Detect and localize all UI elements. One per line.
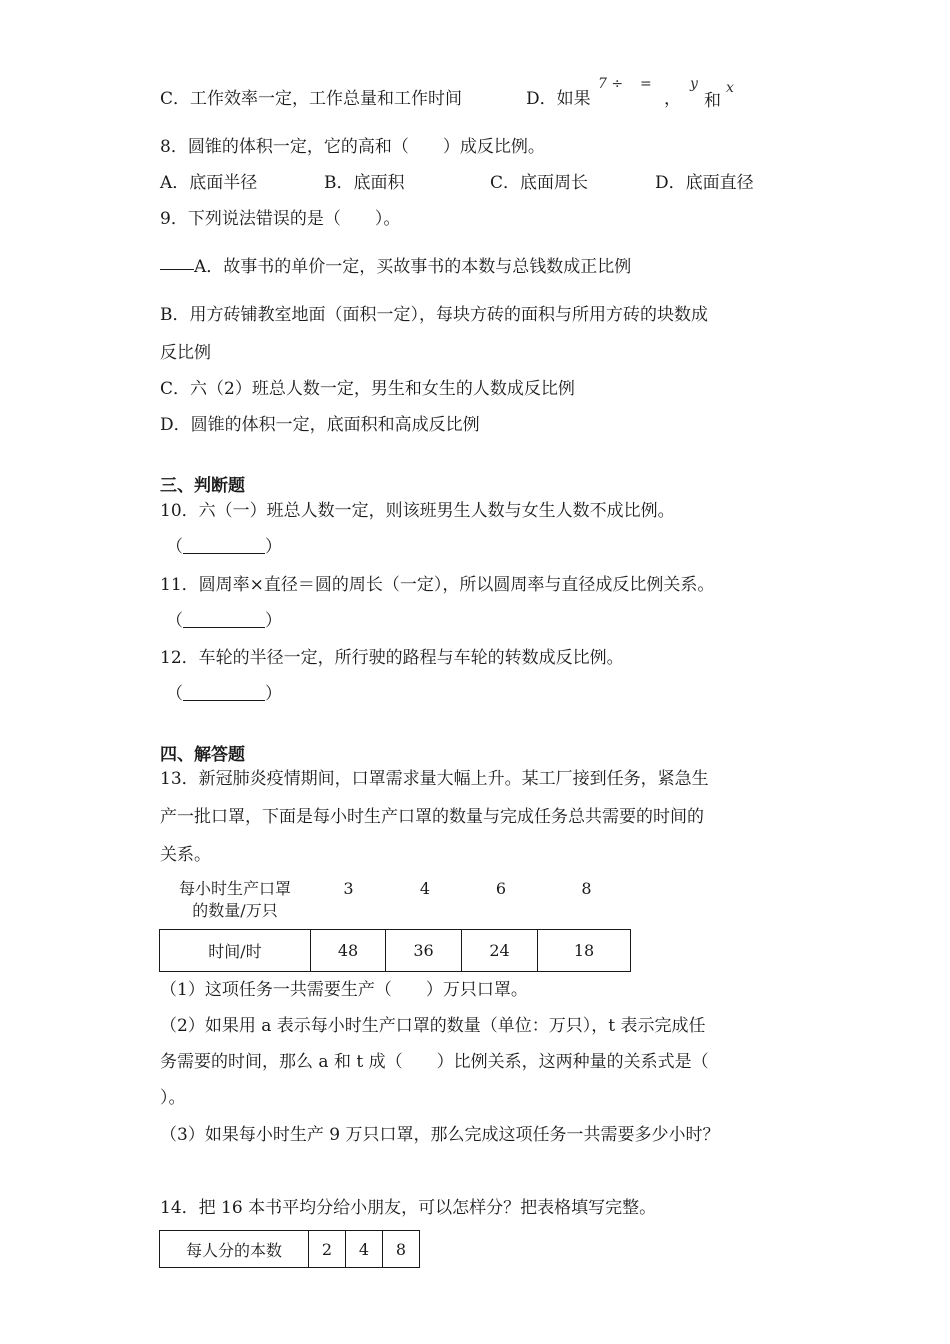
section-4-title: 四、解答题 — [160, 745, 245, 765]
table-cell-label: 每人分的本数 — [160, 1231, 309, 1268]
table-cell: 24 — [462, 930, 538, 972]
q13-part1: （1）这项任务一共需要生产（ ）万只口罩。 — [160, 980, 528, 1000]
q13-table-head-label: 每小时生产口罩 的数量/万只 — [178, 879, 291, 920]
table-row — [160, 1231, 420, 1268]
table-row — [160, 930, 631, 972]
table-cell: 8 — [383, 1231, 420, 1268]
q8-option-b: B．底面积 — [324, 173, 405, 193]
q8-option-c: C．底面周长 — [490, 173, 589, 193]
q7-option-c: C．工作效率一定，工作总量和工作时间 — [160, 89, 463, 109]
q13-part2-line2: 务需要的时间，那么 a 和 t 成（ ）比例关系，这两种量的关系式是（ — [160, 1052, 709, 1072]
q9-option-d: D．圆锥的体积一定，底面积和高成反比例 — [160, 415, 480, 435]
q8-option-a: A．底面半径 — [160, 173, 258, 193]
q13-part2-line1: （2）如果用 a 表示每小时生产口罩的数量（单位：万只），t 表示完成任 — [160, 1016, 706, 1036]
q10-stem: 10．六（一）班总人数一定，则该班男生人数与女生人数不成比例。 — [160, 501, 675, 521]
q9-option-b-line2: 反比例 — [160, 343, 211, 363]
q13-part3: （3）如果每小时生产 9 万只口罩，那么完成这项任务一共需要多少小时？ — [160, 1125, 720, 1145]
table-cell: 2 — [309, 1231, 346, 1268]
q13-part2-line3: ）。 — [160, 1088, 186, 1108]
q7-option-d: D．如果 — [526, 89, 591, 109]
q11-answer-blank[interactable]: （ ） — [166, 611, 282, 631]
table-cell: 48 — [311, 930, 386, 972]
q13-stem-line3: 关系。 — [160, 845, 211, 865]
q10-answer-blank[interactable]: （ ） — [166, 537, 282, 557]
q14-stem: 14．把 16 本书平均分给小朋友，可以怎样分？把表格填写完整。 — [160, 1198, 657, 1218]
q8-stem: 8．圆锥的体积一定，它的高和（ ）成反比例。 — [160, 137, 545, 157]
q9-stem: 9．下列说法错误的是（ ）。 — [160, 209, 401, 229]
q7-var-y: y — [690, 76, 698, 92]
q13-table-head-value: 8 — [581, 879, 592, 898]
q13-stem-line1: 13．新冠肺炎疫情期间，口罩需求量大幅上升。某工厂接到任务，紧急生 — [160, 769, 709, 789]
q7-fraction-numerator: 7 ÷ — [598, 76, 624, 92]
q13-table-head-value: 6 — [495, 879, 507, 898]
table-cell: 18 — [538, 930, 631, 972]
q7-var-x: x — [726, 80, 734, 96]
q9-option-c: C．六（2）班总人数一定，男生和女生的人数成反比例 — [160, 379, 575, 399]
q12-answer-blank[interactable]: （ ） — [166, 684, 282, 704]
q7-he: 和 — [704, 91, 721, 111]
q13-table-head-value: 4 — [419, 879, 431, 898]
q7-equals: = — [640, 76, 652, 92]
table-cell-label: 时间/时 — [160, 930, 311, 972]
section-3-title: 三、判断题 — [160, 476, 245, 496]
q7-comma: ， — [664, 89, 681, 109]
q8-option-d: D．底面直径 — [655, 173, 754, 193]
q9-option-a: A．故事书的单价一定，买故事书的本数与总钱数成正比例 — [160, 256, 631, 278]
q13-stem-line2: 产一批口罩，下面是每小时生产口罩的数量与完成任务总共需要的时间的 — [160, 807, 704, 827]
table-cell: 4 — [346, 1231, 383, 1268]
q13-time-table — [159, 929, 631, 972]
q13-table-head-value: 3 — [343, 879, 354, 898]
q12-stem: 12．车轮的半径一定，所行驶的路程与车轮的转数成反比例。 — [160, 648, 624, 668]
underline-mark — [160, 257, 194, 270]
table-cell: 36 — [386, 930, 462, 972]
q9-option-b-line1: B．用方砖铺教室地面（面积一定），每块方砖的面积与所用方砖的块数成 — [160, 305, 708, 325]
q11-stem: 11．圆周率×直径＝圆的周长（一定），所以圆周率与直径成反比例关系。 — [160, 575, 715, 595]
q14-distribution-table — [159, 1230, 420, 1268]
